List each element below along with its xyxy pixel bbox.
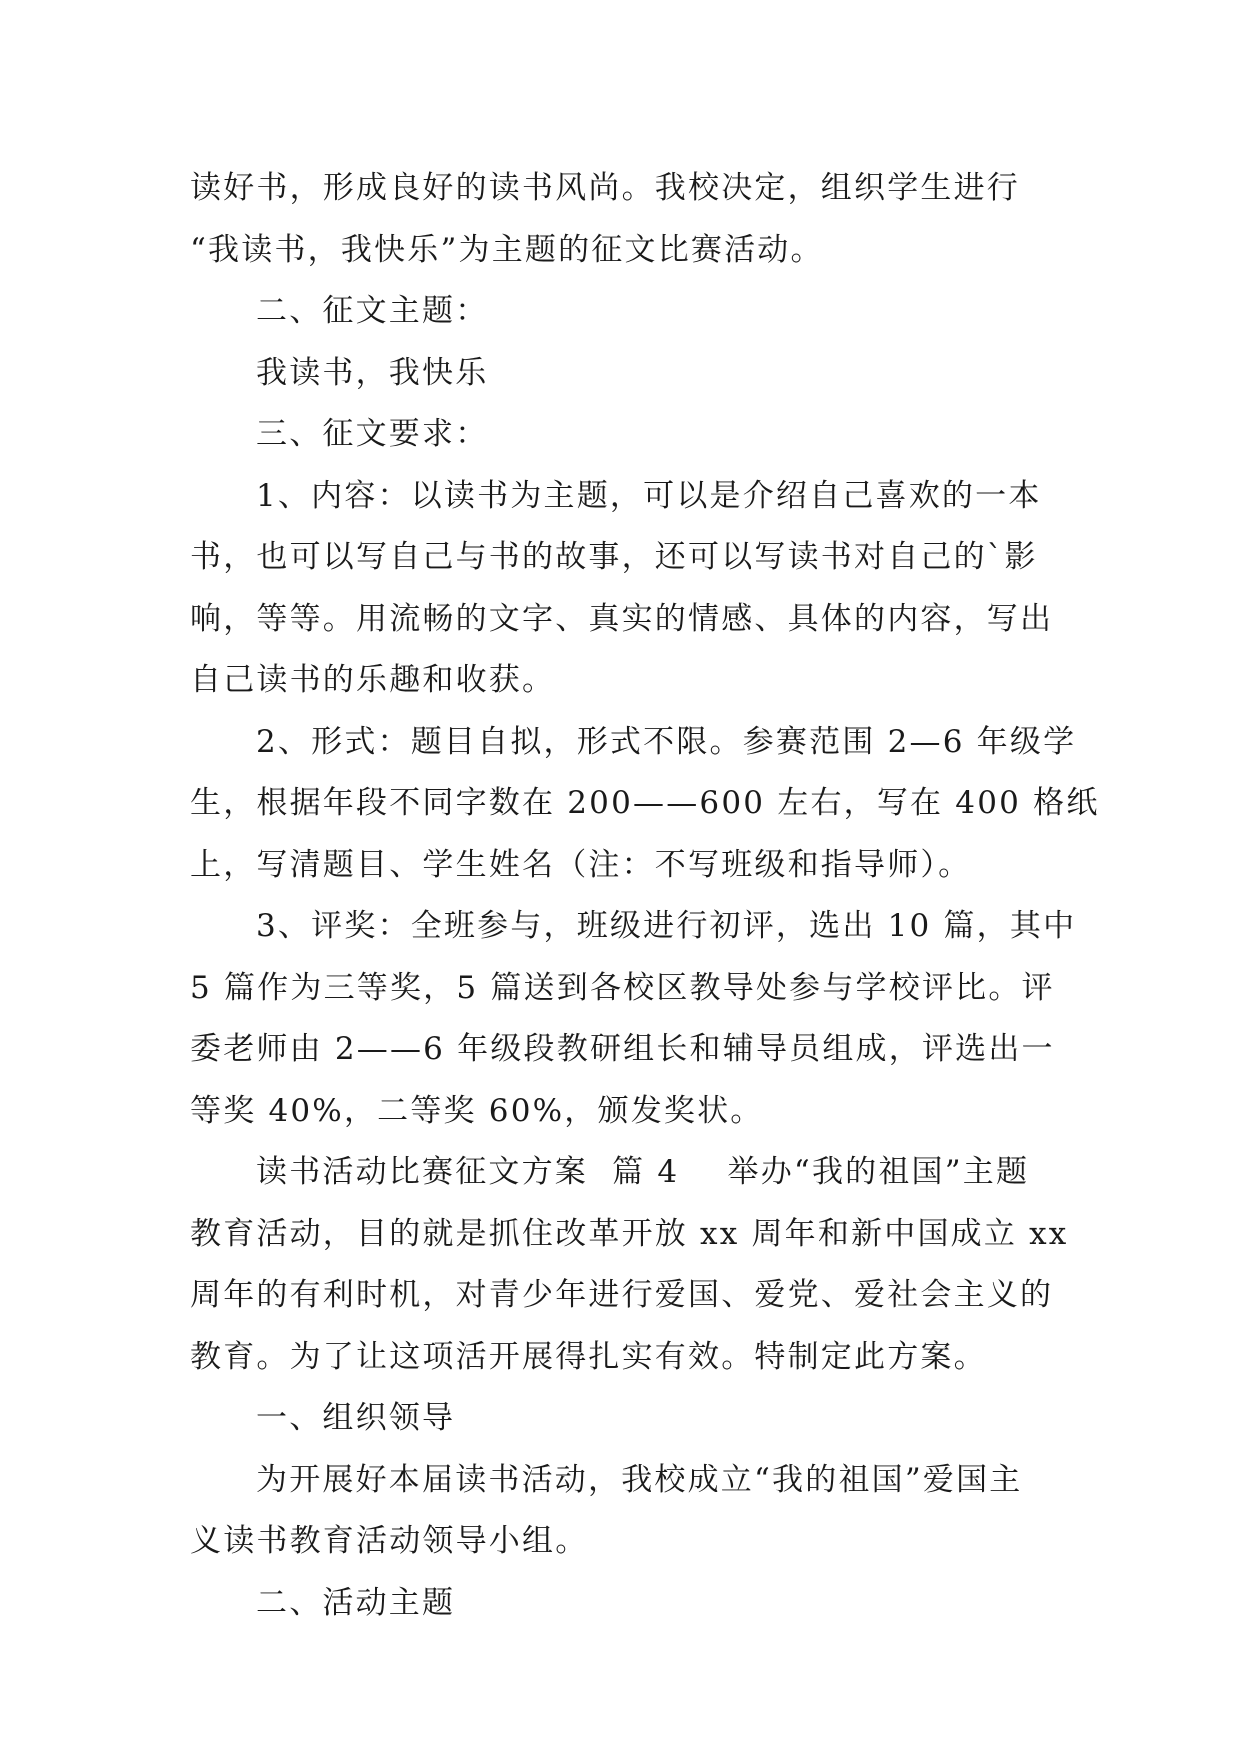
text-line: 义读书教育活动领导小组。 <box>190 1523 589 1559</box>
section-heading: 二、活动主题 <box>256 1584 456 1621</box>
text-line: 读书活动比赛征文方案 篇 4 举办“我的祖国”主题 <box>256 1154 1030 1190</box>
text-line: 教育。为了让这项活开展得扎实有效。特制定此方案。 <box>190 1338 987 1375</box>
text-line: 委老师由 2——6 年级段教研组长和辅导员组成，评选出一 <box>190 1031 1055 1067</box>
text-line: 读好书，形成良好的读书风尚。我校决定，组织学生进行 <box>190 170 1020 206</box>
text-line: 为开展好本届读书活动，我校成立“我的祖国”爱国主 <box>256 1461 1023 1498</box>
section-heading: 二、征文主题： <box>256 293 489 329</box>
text-line: 教育活动，目的就是抓住改革开放 xx 周年和新中国成立 xx <box>190 1215 1069 1252</box>
section-heading: 三、征文要求： <box>256 416 489 452</box>
text-line: 上，写清题目、学生姓名（注：不写班级和指导师）。 <box>190 846 972 883</box>
text-line: 5 篇作为三等奖，5 篇送到各校区教导处参与学校评比。评 <box>190 969 1055 1006</box>
text-line: 响，等等。用流畅的文字、真实的情感、具体的内容，写出 <box>190 600 1054 637</box>
text-line: 书，也可以写自己与书的故事，还可以写读书对自己的`影 <box>190 539 1038 575</box>
text-line: 2、形式：题目自拟，形式不限。参赛范围 2—6 年级学 <box>256 723 1077 760</box>
text-line: 3、评奖：全班参与，班级进行初评，选出 10 篇，其中 <box>256 908 1077 944</box>
text-line: 自己读书的乐趣和收获。 <box>190 662 556 698</box>
text-line: 我读书，我快乐 <box>256 354 489 391</box>
text-line: 1、内容：以读书为主题，可以是介绍自己喜欢的一本 <box>256 477 1042 514</box>
text-line: “我读书，我快乐”为主题的征文比赛活动。 <box>190 231 824 268</box>
text-line: 等奖 40%，二等奖 60%，颁发奖状。 <box>190 1092 764 1129</box>
text-line: 周年的有利时机，对青少年进行爱国、爱党、爱社会主义的 <box>190 1277 1054 1313</box>
section-heading: 一、组织领导 <box>256 1400 456 1436</box>
text-line: 生，根据年段不同字数在 200——600 左右，写在 400 格纸 <box>190 785 1100 821</box>
document-page <box>190 158 1100 1634</box>
